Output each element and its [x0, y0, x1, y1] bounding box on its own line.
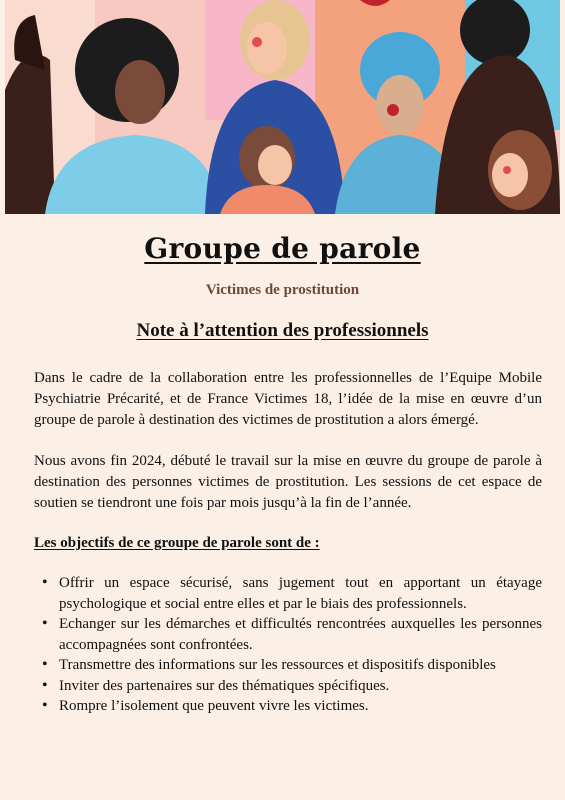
list-item: • Echanger sur les démarches et difficultés rencontrées auxquelles les personnes accompagnées sont confrontées. — [34, 614, 542, 655]
objectives-title: Les objectifs de ce groupe de parole sont de : — [34, 535, 320, 551]
list-item: • Rompre l’isolement que peuvent vivre les victimes. — [34, 696, 542, 717]
women-illustration — [5, 0, 560, 214]
note-heading: Note à l’attention des professionnels — [136, 320, 429, 341]
header-illustration — [5, 0, 560, 214]
objectives-list — [34, 573, 542, 717]
paragraph-collaboration: Dans le cadre de la collaboration entre les professionnelles de l’Equipe Mobile Psychiatrie Précarité, et de France Victimes 18, l’idée de la mise en œuvre d’un groupe de parole à destination des victimes de prostitution a alors émergé. — [34, 370, 542, 428]
list-item: • Inviter des partenaires sur des thématiques spécifiques. — [34, 676, 542, 697]
list-item: • Offrir un espace sécurisé, sans jugement tout en apportant un étayage psychologique et social entre elles et par le biais des professionnels. — [34, 573, 542, 614]
paragraph-sessions: Nous avons fin 2024, débuté le travail sur la mise en œuvre du groupe de parole à destination des personnes victimes de prostitution. Les sessions de cet espace de soutien se tiendront une fois par mois jusqu’à la fin de l’année. — [34, 453, 542, 511]
page-title: Groupe de parole — [144, 232, 421, 265]
page-subtitle: Victimes de prostitution — [205, 282, 360, 298]
list-item: • Transmettre des informations sur les ressources et dispositifs disponibles — [34, 655, 542, 676]
